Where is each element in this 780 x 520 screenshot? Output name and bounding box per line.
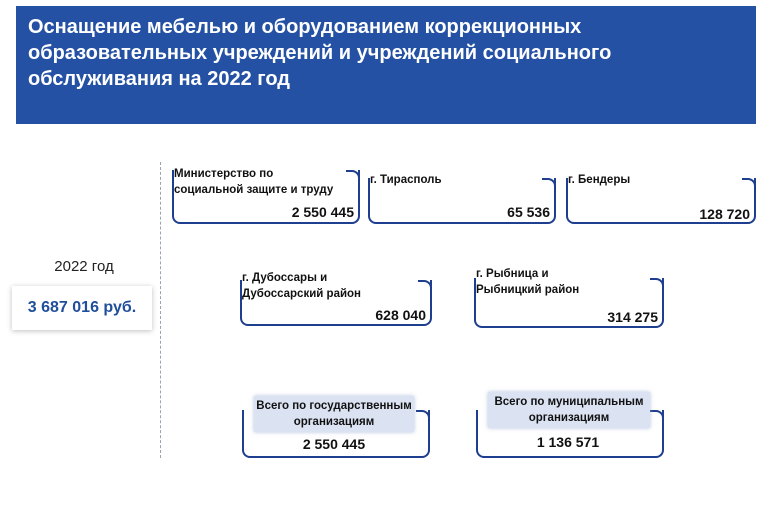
card-dubossary-value: 628 040 [375,307,426,323]
header-banner [16,6,756,124]
total-municipal-label: Всего по муниципальным организациям [488,392,650,428]
card-ministry-label: Министерство по социальной защите и труду [174,168,334,196]
total-amount-box [12,286,152,330]
vertical-divider [160,162,161,458]
card-bendery-label: г. Бендеры [568,174,631,186]
year-label: 2022 год [54,258,114,275]
total-amount: 3 687 016 руб. [27,299,137,316]
page-title: Оснащение мебелью и оборудованием коррекционных образовательных учреждений и учреждений социального обслуживания на 2022 год [28,16,612,90]
card-rybnitsa-label: г. Рыбница и Рыбницкий район [476,268,580,296]
card-tiraspol-label: г. Тирасполь [370,174,442,186]
total-municipal-value: 1 136 571 [536,434,600,450]
card-tiraspol-value: 65 536 [507,204,550,220]
total-state-value: 2 550 445 [302,436,366,452]
total-state-label: Всего по государственным организациям [254,396,414,432]
card-bendery-value: 128 720 [699,206,750,222]
card-dubossary-label: г. Дубоссары и Дубоссарский район [242,272,362,300]
card-ministry-value: 2 550 445 [291,204,354,220]
card-rybnitsa-value: 314 275 [607,309,658,325]
